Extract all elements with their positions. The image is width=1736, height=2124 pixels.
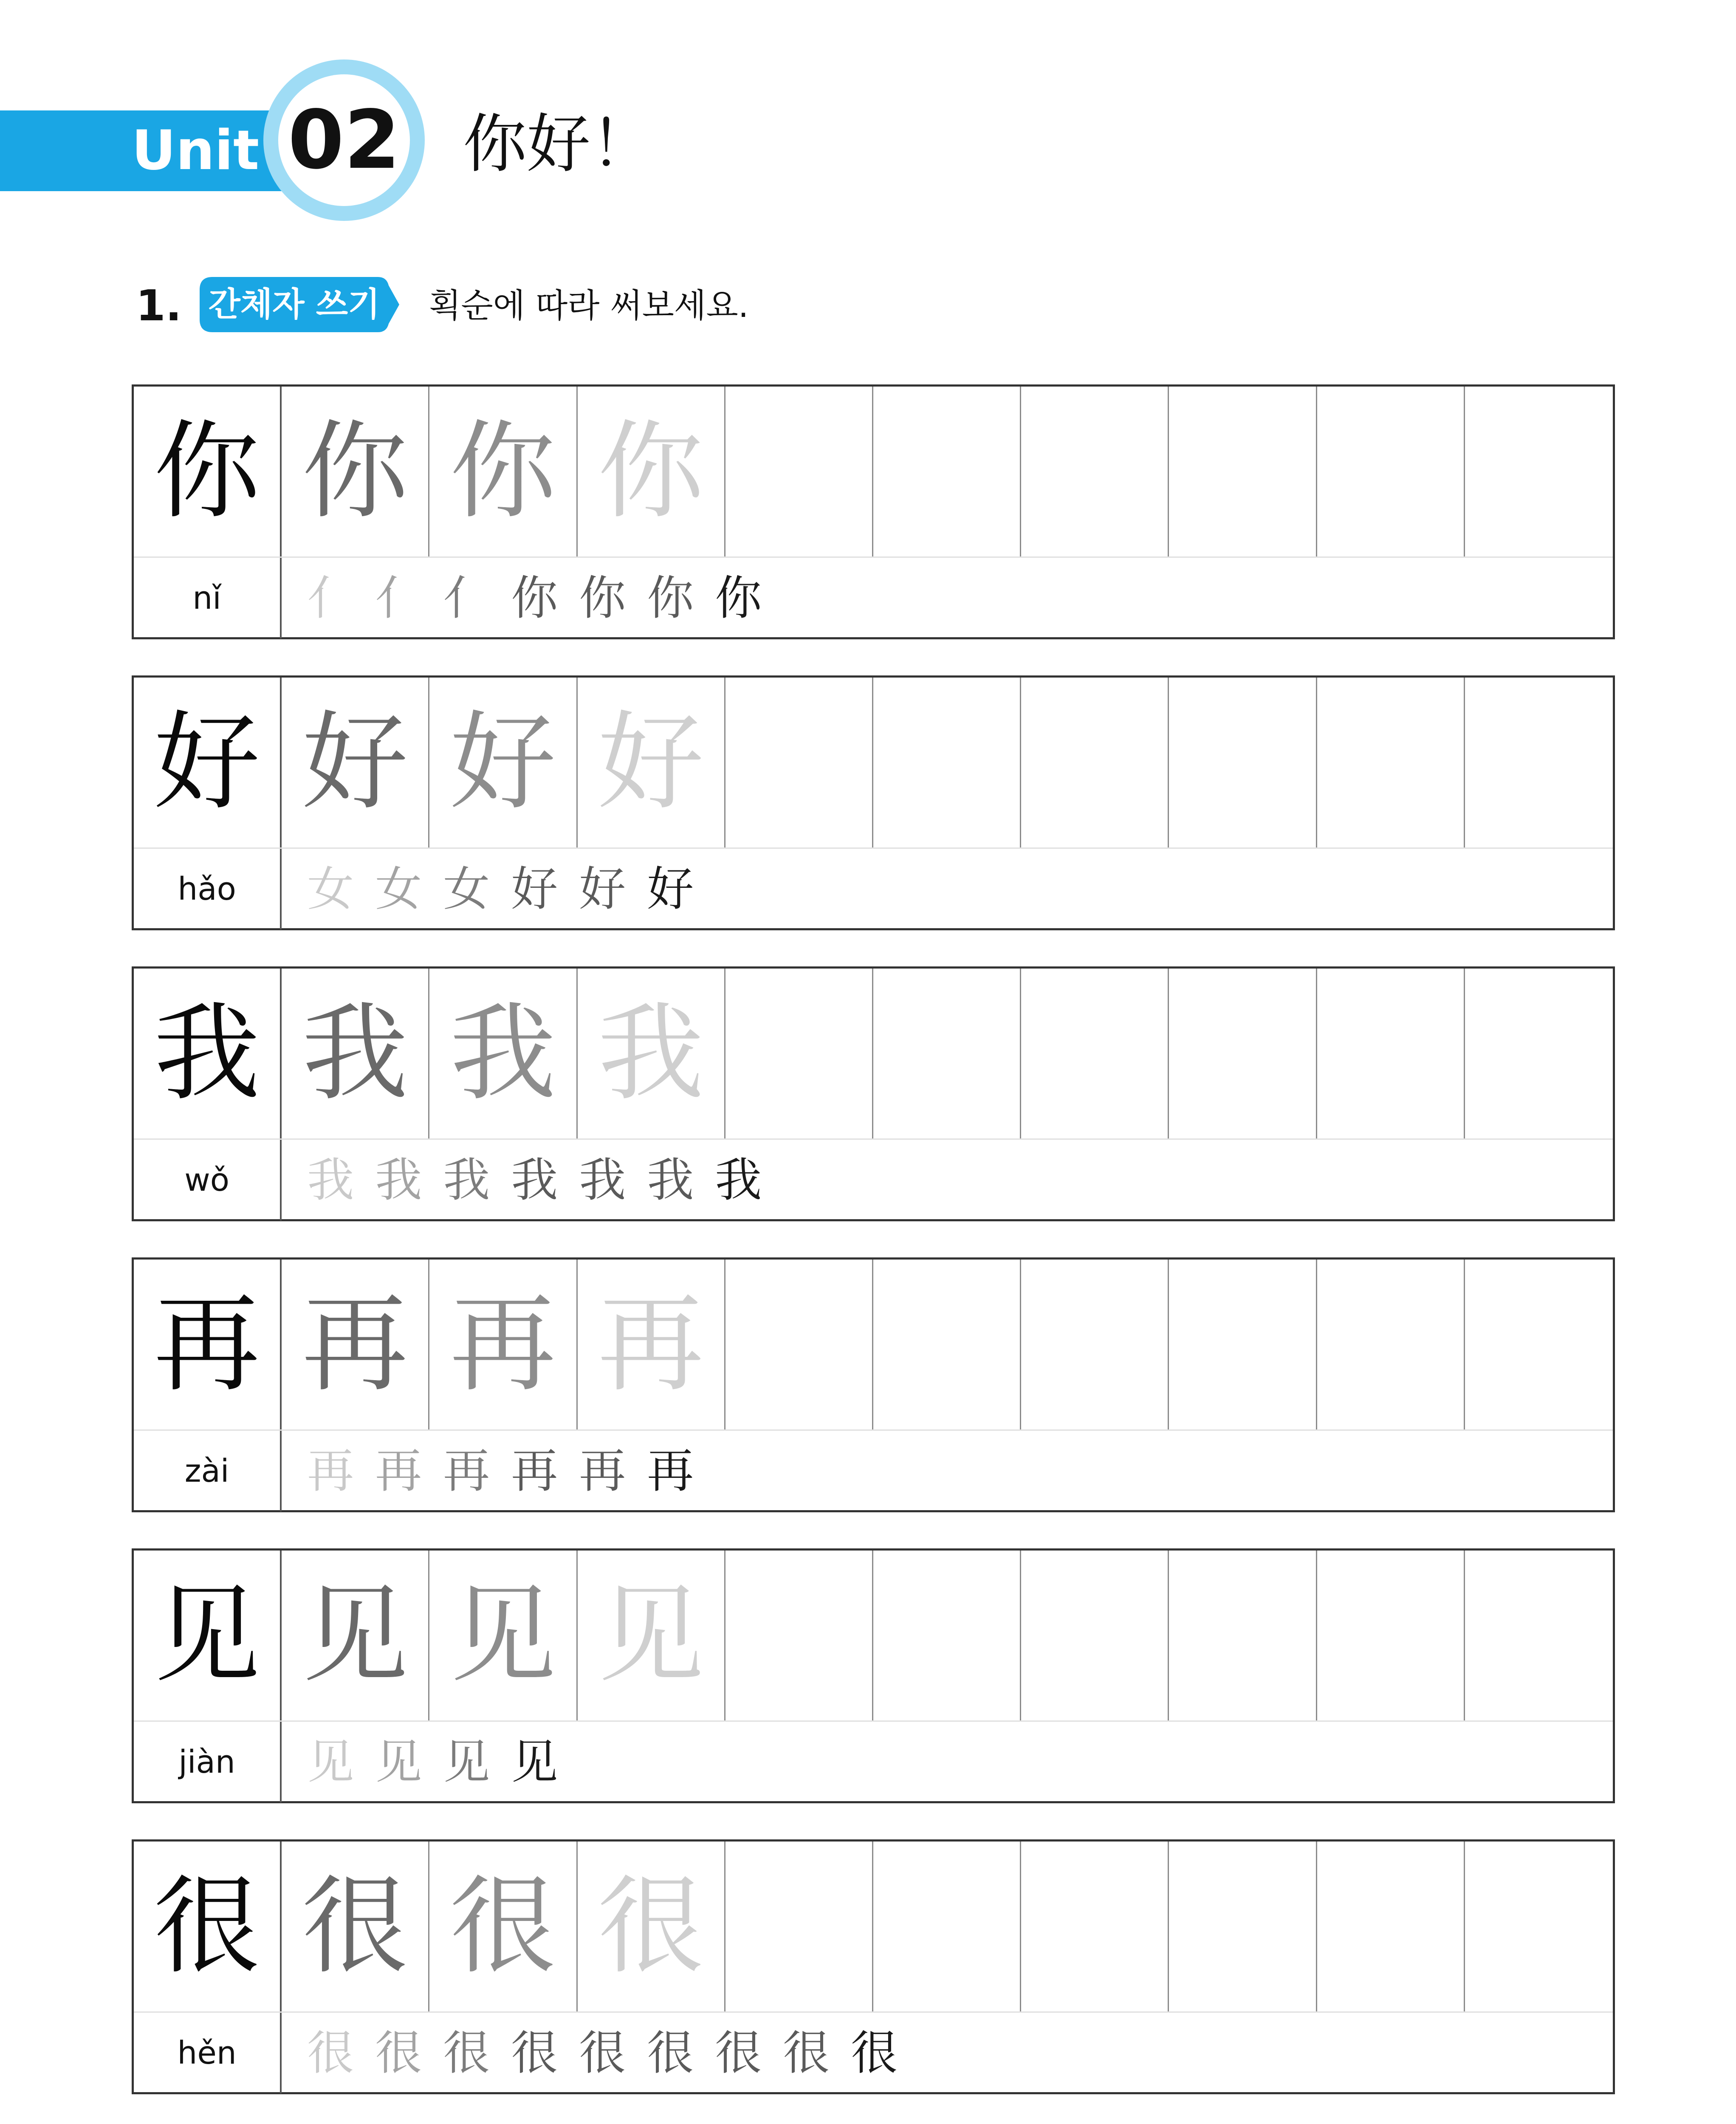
trace-character: 好: [449, 700, 556, 824]
trace-character-cell: [578, 969, 725, 1138]
blank-writing-cell[interactable]: [725, 387, 873, 556]
trace-character-cell: [429, 969, 577, 1138]
blank-writing-cell[interactable]: [873, 1260, 1021, 1429]
stroke-order-strip: [134, 1429, 1613, 1511]
blank-writing-cell[interactable]: [1465, 387, 1613, 556]
stroke-step: 再: [375, 1444, 422, 1498]
trace-character: 我: [449, 991, 556, 1115]
blank-writing-cell[interactable]: [1317, 969, 1465, 1138]
blank-writing-cell[interactable]: [1317, 1551, 1465, 1720]
model-character-cell: [134, 1842, 282, 2011]
stroke-order-sequence: [282, 2013, 1613, 2093]
trace-character: 见: [598, 1573, 704, 1697]
trace-character: 好: [302, 700, 408, 824]
writing-cells: [134, 969, 1613, 1138]
character-row: [132, 675, 1615, 930]
blank-writing-cell[interactable]: [1021, 678, 1169, 847]
blank-writing-cell[interactable]: [873, 969, 1021, 1138]
trace-character: 见: [449, 1573, 556, 1697]
pinyin-label: hǎo: [134, 849, 282, 929]
exercise-instruction: 획순에 따라 써보세요.: [429, 287, 749, 325]
trace-character: 你: [449, 410, 556, 533]
trace-character-cell: [429, 387, 577, 556]
model-character-cell: [134, 678, 282, 847]
trace-character-cell: [578, 1842, 725, 2011]
stroke-step: 很: [375, 2026, 422, 2080]
blank-writing-cell[interactable]: [1465, 1842, 1613, 2011]
stroke-step: 女: [443, 862, 490, 916]
stroke-order-strip: [134, 1138, 1613, 1220]
model-character-cell: [134, 1260, 282, 1429]
model-character-cell: [134, 1551, 282, 1720]
pinyin-label: wǒ: [134, 1140, 282, 1220]
blank-writing-cell[interactable]: [1021, 1551, 1169, 1720]
stroke-order-strip: [134, 847, 1613, 929]
exercise-badge: [200, 277, 399, 332]
unit-label: Unit: [132, 119, 260, 182]
trace-character: 我: [302, 991, 408, 1115]
trace-character: 再: [302, 1282, 408, 1406]
trace-character-cell: [282, 1551, 429, 1720]
blank-writing-cell[interactable]: [1169, 1551, 1317, 1720]
blank-writing-cell[interactable]: [725, 1551, 873, 1720]
trace-character: 我: [598, 991, 704, 1115]
stroke-step: 好: [579, 862, 626, 916]
stroke-step: 再: [647, 1444, 694, 1498]
character-row: [132, 966, 1615, 1221]
exercise-badge-label: 간체자 쓰기: [208, 285, 380, 324]
blank-writing-cell[interactable]: [1465, 1260, 1613, 1429]
stroke-step: 你: [715, 571, 762, 625]
unit-title: 你好！: [463, 107, 655, 181]
trace-character-cell: [429, 678, 577, 847]
blank-writing-cell[interactable]: [1465, 969, 1613, 1138]
trace-character-cell: [429, 1551, 577, 1720]
blank-writing-cell[interactable]: [1169, 387, 1317, 556]
stroke-step: 你: [647, 571, 694, 625]
model-character: 你: [154, 410, 260, 533]
stroke-step: 好: [511, 862, 558, 916]
blank-writing-cell[interactable]: [1021, 387, 1169, 556]
stroke-order-strip: [134, 1720, 1613, 1802]
stroke-step: 好: [647, 862, 694, 916]
stroke-step: 女: [375, 862, 422, 916]
stroke-step: 很: [443, 2026, 490, 2080]
trace-character: 你: [598, 410, 704, 533]
stroke-step: 很: [783, 2026, 830, 2080]
trace-character: 你: [302, 410, 408, 533]
trace-character-cell: [578, 1260, 725, 1429]
stroke-order-sequence: [282, 1431, 1613, 1511]
stroke-step: 见: [375, 1735, 422, 1789]
trace-character-cell: [282, 1260, 429, 1429]
stroke-step: 很: [307, 2026, 354, 2080]
stroke-step: 我: [647, 1153, 694, 1207]
unit-number: 02: [288, 93, 401, 187]
blank-writing-cell[interactable]: [1021, 969, 1169, 1138]
blank-writing-cell[interactable]: [1465, 1551, 1613, 1720]
stroke-step: 女: [307, 862, 354, 916]
character-row: [132, 1257, 1615, 1512]
blank-writing-cell[interactable]: [1317, 1842, 1465, 2011]
stroke-step: 很: [511, 2026, 558, 2080]
stroke-step: 再: [307, 1444, 354, 1498]
character-row: [132, 1839, 1615, 2094]
stroke-step: 我: [375, 1153, 422, 1207]
trace-character: 很: [598, 1864, 704, 1988]
trace-character: 见: [302, 1573, 408, 1697]
blank-writing-cell[interactable]: [1021, 1842, 1169, 2011]
stroke-order-sequence: [282, 558, 1613, 638]
writing-cells: [134, 1842, 1613, 2011]
model-character: 见: [154, 1573, 260, 1697]
blank-writing-cell[interactable]: [1317, 387, 1465, 556]
writing-practice-sheet: [132, 384, 1615, 2124]
blank-writing-cell[interactable]: [1317, 678, 1465, 847]
blank-writing-cell[interactable]: [725, 969, 873, 1138]
blank-writing-cell[interactable]: [1169, 678, 1317, 847]
stroke-step: 很: [579, 2026, 626, 2080]
stroke-step: 见: [307, 1735, 354, 1789]
trace-character-cell: [578, 1551, 725, 1720]
blank-writing-cell[interactable]: [1169, 1842, 1317, 2011]
trace-character-cell: [282, 387, 429, 556]
blank-writing-cell[interactable]: [873, 678, 1021, 847]
model-character: 我: [154, 991, 260, 1115]
stroke-step: 再: [579, 1444, 626, 1498]
trace-character-cell: [429, 1260, 577, 1429]
trace-character-cell: [578, 678, 725, 847]
trace-character: 好: [598, 700, 704, 824]
character-row: [132, 384, 1615, 639]
model-character: 很: [154, 1864, 260, 1988]
stroke-step: 很: [715, 2026, 762, 2080]
stroke-step: 亻: [307, 571, 354, 625]
stroke-step: 亻: [443, 571, 490, 625]
writing-cells: [134, 1551, 1613, 1720]
blank-writing-cell[interactable]: [725, 1842, 873, 2011]
stroke-step: 再: [511, 1444, 558, 1498]
trace-character-cell: [282, 678, 429, 847]
blank-writing-cell[interactable]: [873, 1551, 1021, 1720]
stroke-step: 很: [851, 2026, 898, 2080]
stroke-step: 很: [647, 2026, 694, 2080]
blank-writing-cell[interactable]: [1021, 1260, 1169, 1429]
model-character: 好: [154, 700, 260, 824]
pinyin-label: jiàn: [134, 1722, 282, 1802]
blank-writing-cell[interactable]: [873, 387, 1021, 556]
character-row: [132, 1548, 1615, 1803]
model-character-cell: [134, 387, 282, 556]
stroke-step: 见: [443, 1735, 490, 1789]
blank-writing-cell[interactable]: [725, 1260, 873, 1429]
blank-writing-cell[interactable]: [873, 1842, 1021, 2011]
stroke-step: 我: [715, 1153, 762, 1207]
blank-writing-cell[interactable]: [1169, 1260, 1317, 1429]
trace-character: 再: [598, 1282, 704, 1406]
stroke-step: 你: [511, 571, 558, 625]
blank-writing-cell[interactable]: [725, 678, 873, 847]
stroke-step: 我: [579, 1153, 626, 1207]
pinyin-label: hěn: [134, 2013, 282, 2093]
stroke-step: 我: [511, 1153, 558, 1207]
model-character-cell: [134, 969, 282, 1138]
stroke-step: 亻: [375, 571, 422, 625]
stroke-order-sequence: [282, 849, 1613, 929]
stroke-step: 我: [307, 1153, 354, 1207]
stroke-order-sequence: [282, 1722, 1613, 1802]
trace-character: 很: [302, 1864, 408, 1988]
pinyin-label: nǐ: [134, 558, 282, 638]
writing-cells: [134, 387, 1613, 556]
trace-character-cell: [429, 1842, 577, 2011]
trace-character-cell: [282, 969, 429, 1138]
trace-character: 很: [449, 1864, 556, 1988]
stroke-order-strip: [134, 2011, 1613, 2093]
blank-writing-cell[interactable]: [1317, 1260, 1465, 1429]
trace-character-cell: [578, 387, 725, 556]
trace-character: 再: [449, 1282, 556, 1406]
model-character: 再: [154, 1282, 260, 1406]
blank-writing-cell[interactable]: [1465, 678, 1613, 847]
stroke-step: 你: [579, 571, 626, 625]
stroke-step: 再: [443, 1444, 490, 1498]
exercise-number: 1.: [136, 281, 182, 330]
stroke-step: 我: [443, 1153, 490, 1207]
writing-cells: [134, 678, 1613, 847]
pinyin-label: zài: [134, 1431, 282, 1511]
stroke-step: 见: [511, 1735, 558, 1789]
blank-writing-cell[interactable]: [1169, 969, 1317, 1138]
stroke-order-sequence: [282, 1140, 1613, 1220]
stroke-order-strip: [134, 556, 1613, 638]
writing-cells: [134, 1260, 1613, 1429]
trace-character-cell: [282, 1842, 429, 2011]
